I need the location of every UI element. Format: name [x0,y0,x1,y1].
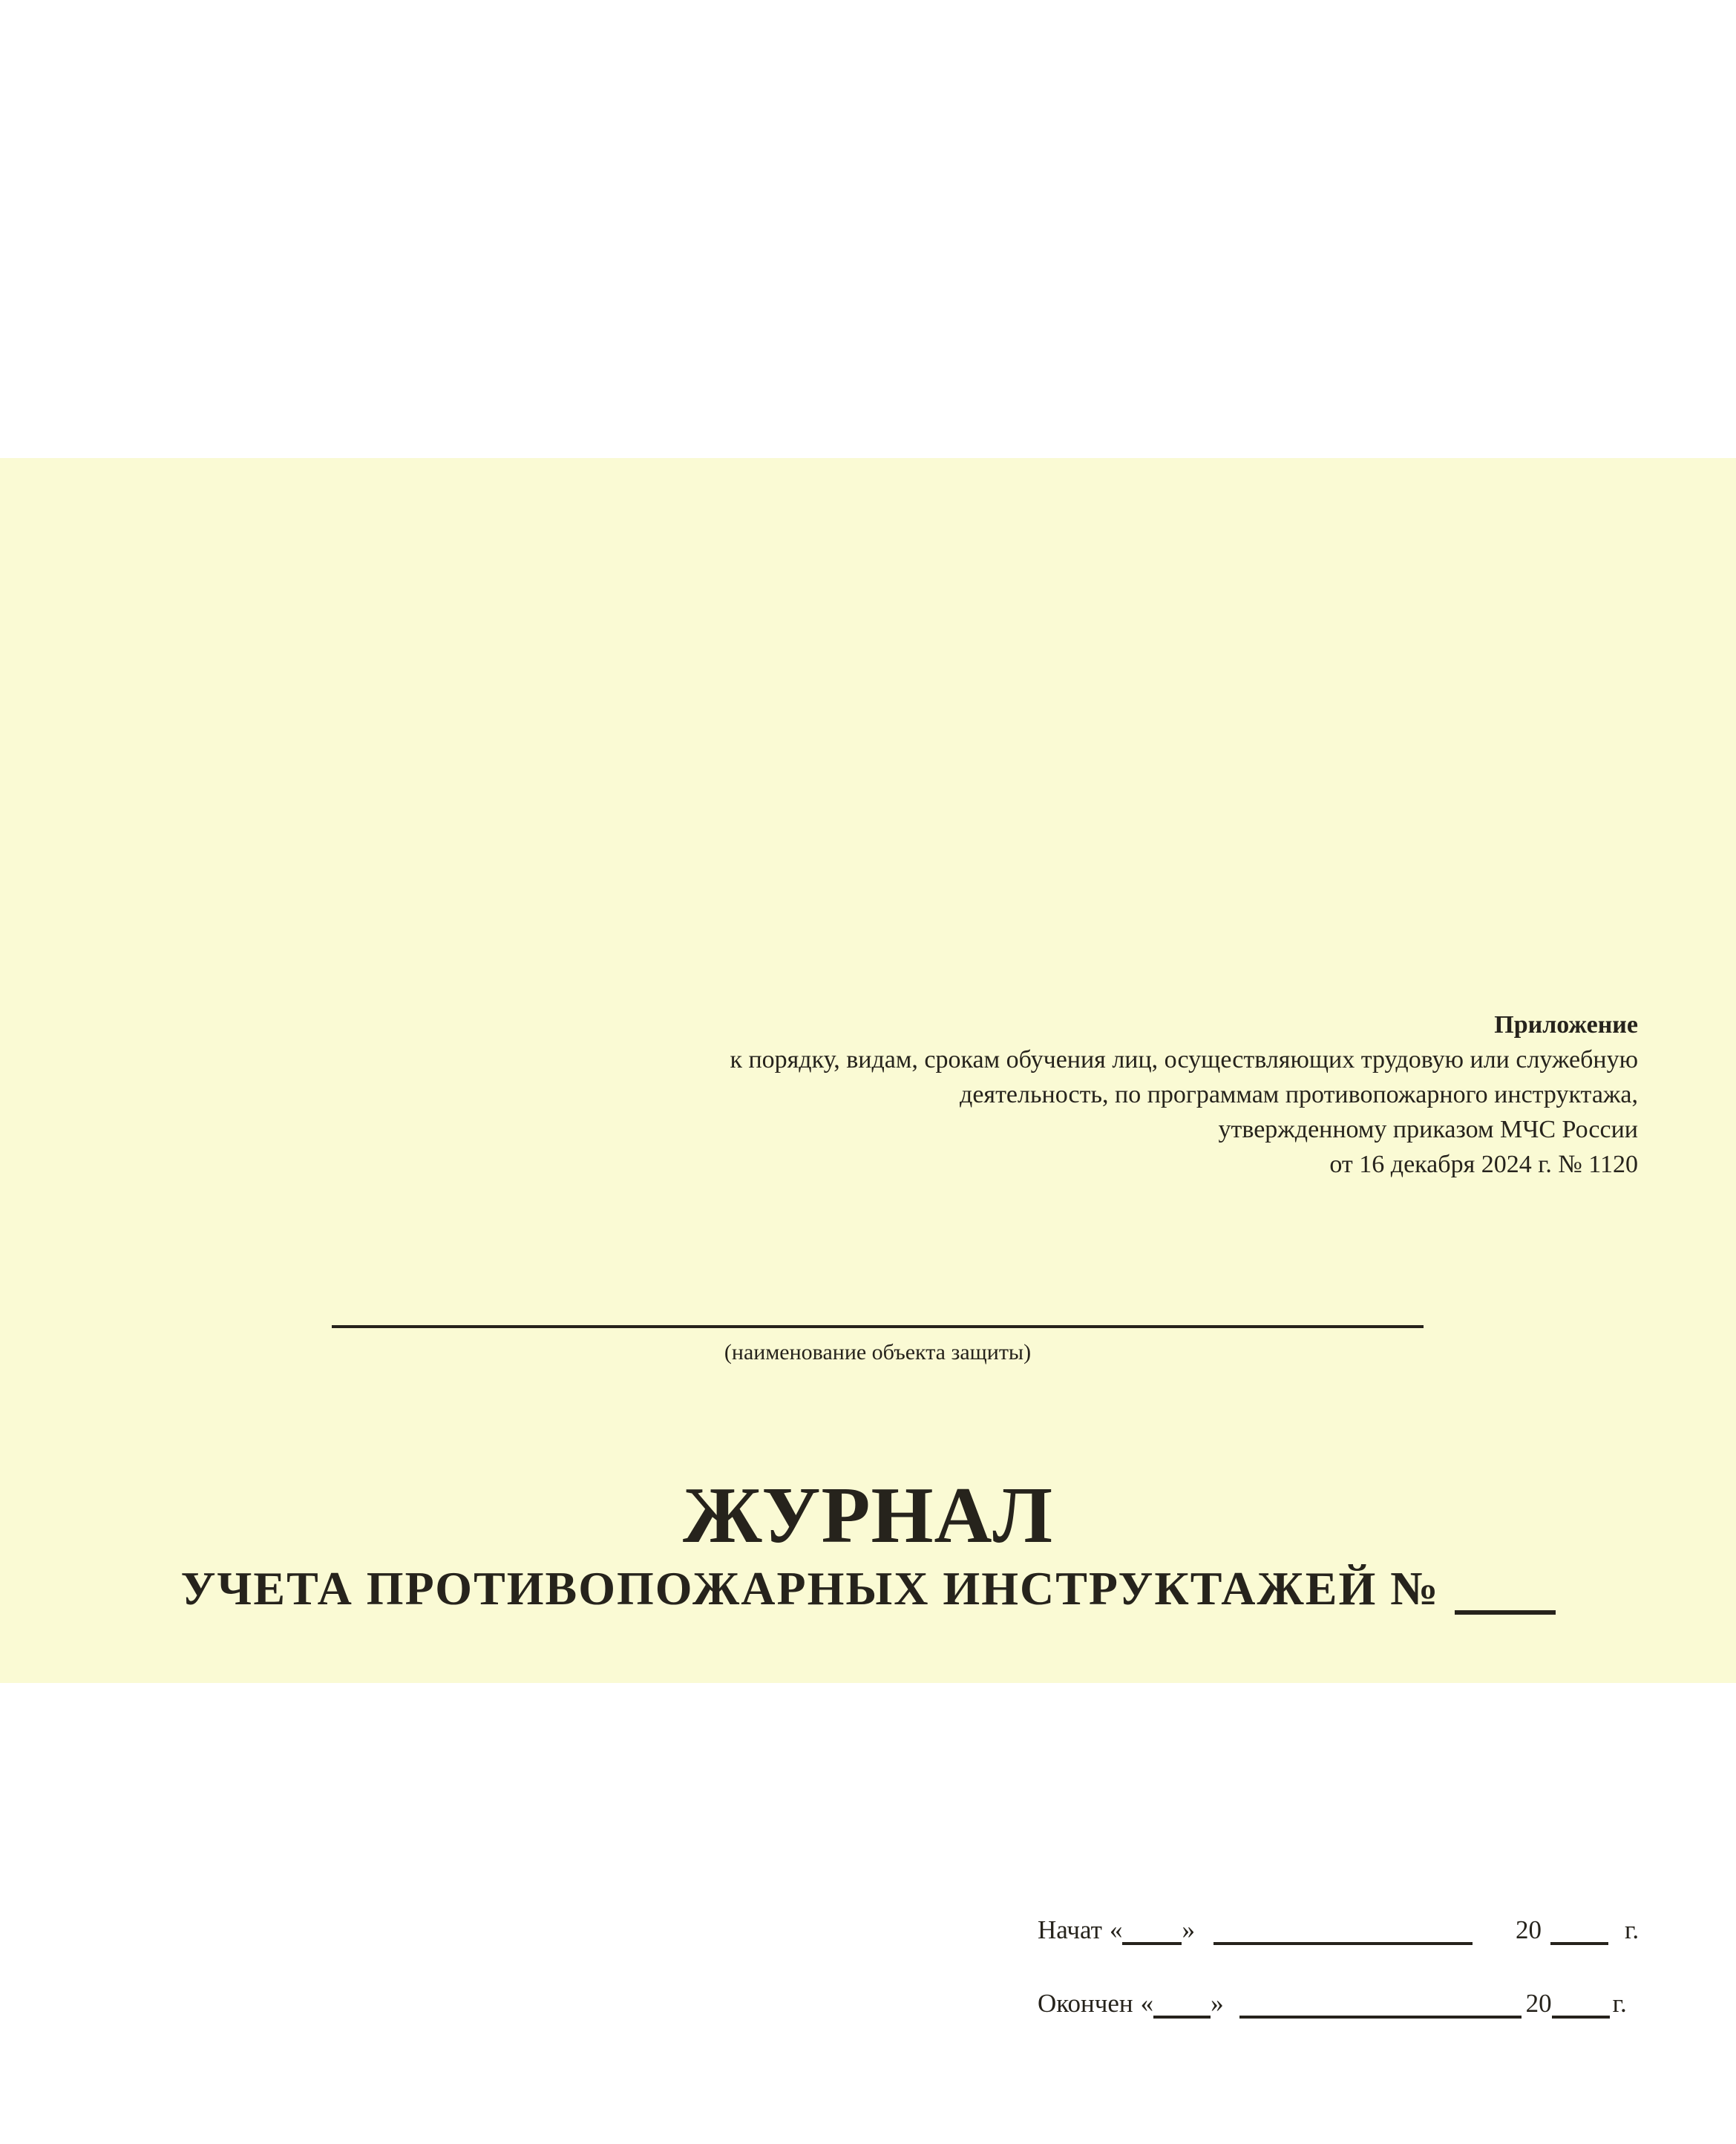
started-year-suffix: г. [1624,1915,1640,1944]
finished-year-blank-line [1552,1990,1610,2019]
finished-month-blank-line [1239,1990,1522,2019]
finished-row [1038,1984,1627,2019]
finished-year-suffix: г. [1612,1989,1627,2018]
finished-open-quote: « [1140,1989,1154,2018]
started-day-blank-line [1122,1917,1182,1945]
journal-number-blank-line [1455,1569,1556,1615]
journal-cover [0,458,1736,2018]
journal-subtitle [0,1558,1736,1616]
started-open-quote: « [1109,1915,1123,1944]
started-year-blank-line [1550,1917,1608,1945]
started-label: Начат [1038,1915,1102,1944]
appendix-line-4: от 16 декабря 2024 г. № 1120 [1329,1151,1638,1178]
object-name-caption: (наименование объекта защиты) [724,1340,1032,1364]
finished-day-blank-line [1153,1990,1211,2019]
appendix-block [730,1007,1638,1182]
started-close-quote: » [1182,1915,1195,1944]
finished-close-quote: » [1211,1989,1224,2018]
appendix-title: Приложение [1494,1011,1638,1039]
finished-year-prefix: 20 [1525,1989,1552,2018]
appendix-line-2: деятельность, по программам противопожарного инструктажа, [960,1081,1638,1108]
object-name-section [332,1325,1424,1365]
appendix-line-3: утвержденному приказом МЧС России [1218,1116,1638,1143]
finished-label: Окончен [1038,1989,1133,2018]
journal-subtitle-text: УЧЕТА ПРОТИВОПОЖАРНЫХ ИНСТРУКТАЖЕЙ № [180,1562,1440,1615]
started-month-blank-line [1213,1917,1473,1945]
started-row [1038,1910,1639,1945]
journal-title: ЖУРНАЛ [683,1471,1053,1560]
appendix-line-1: к порядку, видам, срокам обучения лиц, осуществляющих трудовую или служебную [730,1046,1638,1073]
started-year-prefix: 20 [1515,1915,1542,1944]
